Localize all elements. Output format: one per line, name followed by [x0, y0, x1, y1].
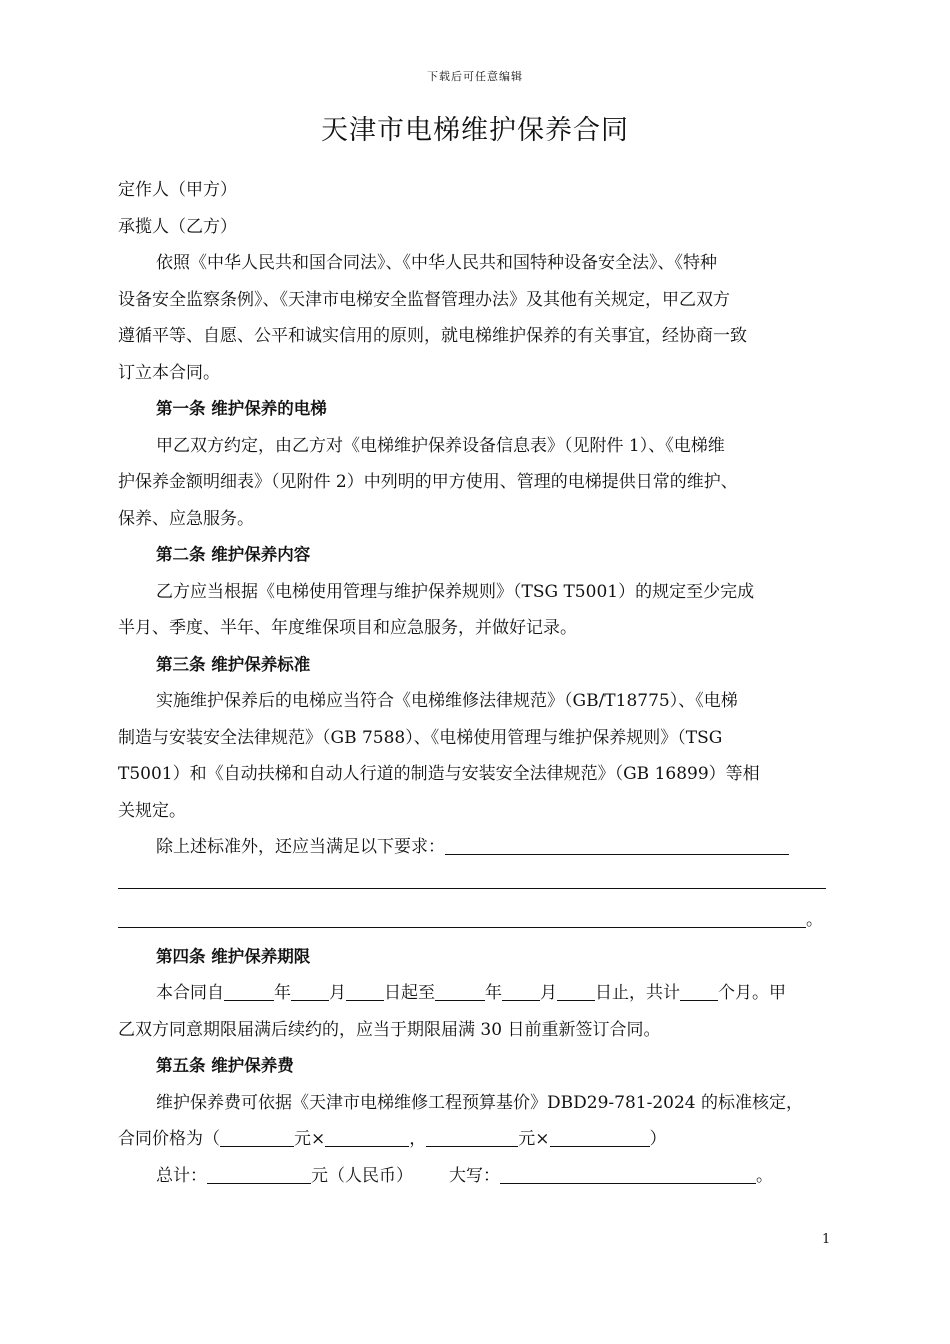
article-2-line: 半月、季度、半年、年度维保项目和应急服务，并做好记录。 — [118, 618, 577, 638]
page-number: 1 — [822, 1232, 831, 1247]
price-text: ， — [409, 1129, 427, 1149]
end-year-blank[interactable] — [435, 984, 485, 1001]
term-text: 年 — [274, 983, 291, 1003]
article-2-line: 乙方应当根据《电梯使用管理与维护保养规则》（TSG T5001）的规定至少完成 — [156, 581, 755, 602]
unit-price-blank-2[interactable] — [426, 1130, 518, 1147]
end-month-blank[interactable] — [502, 984, 540, 1001]
term-text: 月 — [540, 983, 557, 1003]
start-month-blank[interactable] — [291, 984, 329, 1001]
extra-requirements-line — [118, 829, 834, 866]
term-text: 本合同自 — [156, 983, 224, 1003]
requirements-blank[interactable] — [118, 911, 806, 928]
article-1-line: 护保养金额明细表》（见附件 2）中列明的甲方使用、管理的电梯提供日常的维护、 — [118, 472, 738, 492]
term-text: 日止，共计 — [595, 983, 680, 1003]
article-3-line: T5001）和《自动扶梯和自动人行道的制造与安装安全法律规范》（GB 16899）等相 — [118, 764, 760, 784]
price-text: 元× — [294, 1129, 326, 1149]
contract-price-line — [118, 1121, 834, 1158]
party-b-line: 承揽人（乙方） — [118, 216, 237, 237]
end-day-blank[interactable] — [557, 984, 595, 1001]
header-note: 下载后可任意编辑 — [427, 70, 523, 83]
unit-price-blank-1[interactable] — [220, 1130, 294, 1147]
article-1-line: 保养、应急服务。 — [118, 508, 254, 529]
term-line — [118, 975, 834, 1012]
total-label: 总计： — [156, 1165, 207, 1186]
document-title: 天津市电梯维护保养合同 — [321, 115, 629, 146]
term-text: 月 — [329, 983, 346, 1003]
term-text: 年 — [485, 983, 502, 1003]
start-year-blank[interactable] — [224, 984, 274, 1001]
capital-amount-blank[interactable] — [500, 1167, 756, 1184]
contract-body — [118, 172, 834, 1194]
fee-basis-line: 维护保养费可依据《天津市电梯维修工程预算基价》DBD29-781-2024 的标准核定， — [156, 1092, 803, 1113]
preamble-line: 依照《中华人民共和国合同法》、《中华人民共和国特种设备安全法》、《特种 — [156, 253, 717, 273]
article-1-line: 甲乙双方约定，由乙方对《电梯维护保养设备信息表》（见附件 1）、《电梯维 — [156, 435, 725, 456]
article-3-line: 实施维护保养后的电梯应当符合《电梯维修法律规范》（GB/T18775）、《电梯 — [156, 691, 738, 711]
end-mark: 。 — [806, 910, 823, 930]
article-3-line: 关规定。 — [118, 800, 186, 821]
article-1-heading: 第一条 维护保养的电梯 — [156, 399, 327, 418]
quantity-blank-1[interactable] — [325, 1130, 409, 1147]
requirements-blank-line[interactable] — [118, 866, 834, 903]
total-unit: 元（人民币） — [311, 1165, 413, 1186]
price-text: 元× — [518, 1129, 550, 1149]
total-amount-blank[interactable] — [207, 1167, 311, 1184]
article-4-heading: 第四条 维护保养期限 — [156, 946, 311, 966]
preamble-line: 订立本合同。 — [118, 362, 220, 383]
extra-requirements-label: 除上述标准外，还应当满足以下要求： — [156, 837, 445, 857]
total-line — [118, 1158, 834, 1195]
term-text: 个月。甲 — [718, 983, 786, 1003]
party-a-line: 定作人（甲方） — [118, 180, 237, 200]
start-day-blank[interactable] — [346, 984, 384, 1001]
price-label: 合同价格为（ — [118, 1129, 220, 1149]
term-line-2: 乙双方同意期限届满后续约的，应当于期限届满 30 日前重新签订合同。 — [118, 1019, 661, 1040]
end-mark: 。 — [756, 1165, 773, 1186]
article-3-heading: 第三条 维护保养标准 — [156, 654, 311, 674]
article-2-heading: 第二条 维护保养内容 — [156, 545, 311, 564]
total-months-blank[interactable] — [680, 984, 718, 1001]
quantity-blank-2[interactable] — [550, 1130, 650, 1147]
price-text: ） — [649, 1129, 667, 1149]
term-text: 日起至 — [384, 983, 435, 1003]
capital-label: 大写： — [449, 1165, 500, 1186]
requirements-blank[interactable] — [445, 838, 789, 855]
preamble-line: 设备安全监察条例》、《天津市电梯安全监督管理办法》及其他有关规定，甲乙双方 — [118, 289, 730, 310]
requirements-blank-line-end — [118, 902, 834, 939]
article-5-heading: 第五条 维护保养费 — [156, 1056, 294, 1075]
article-3-line: 制造与安装安全法律规范》（GB 7588）、《电梯使用管理与维护保养规则》（TSG — [118, 727, 723, 748]
preamble-line: 遵循平等、自愿、公平和诚实信用的原则，就电梯维护保养的有关事宜，经协商一致 — [118, 326, 747, 346]
